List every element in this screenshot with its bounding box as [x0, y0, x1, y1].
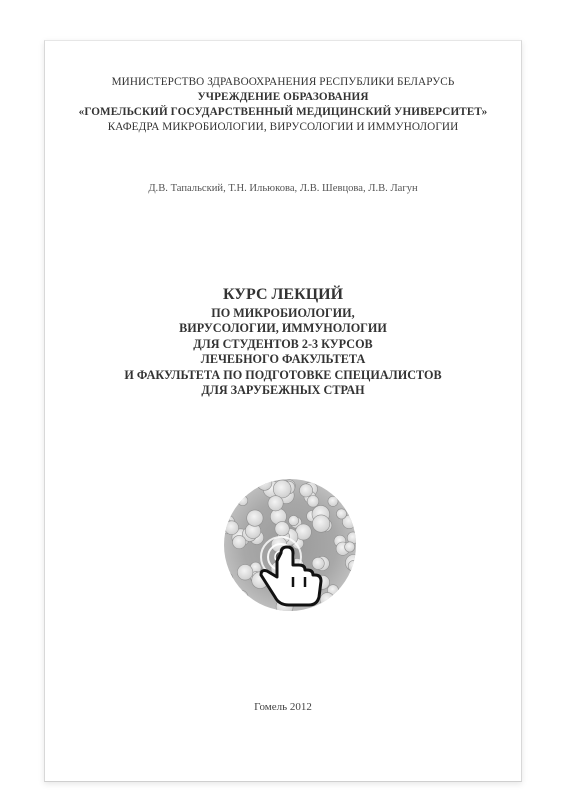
- document-header: [45, 75, 521, 135]
- blood-cell: [237, 565, 253, 581]
- title-block: [45, 285, 521, 398]
- blood-cell: [268, 496, 283, 511]
- blood-cell: [233, 535, 246, 548]
- blood-cell: [223, 594, 241, 612]
- ministry-line: МИНИСТЕРСТВО ЗДРАВООХРАНЕНИЯ РЕСПУБЛИКИ БЕЛАРУСЬ: [111, 76, 455, 88]
- institution-type-line: УЧРЕЖДЕНИЕ ОБРАЗОВАНИЯ: [197, 91, 369, 103]
- blood-cell: [312, 557, 324, 569]
- document-page: [44, 40, 522, 782]
- blood-cell: [320, 593, 334, 607]
- blood-cell: [328, 496, 338, 506]
- blood-cell: [230, 482, 241, 493]
- blood-cell: [307, 496, 319, 508]
- blood-cell: [229, 475, 243, 489]
- blood-cell: [247, 510, 263, 526]
- blood-cell: [228, 588, 243, 603]
- blood-cell: [336, 509, 346, 519]
- university-line: «ГОМЕЛЬСКИЙ ГОСУДАРСТВЕННЫЙ МЕДИЦИНСКИЙ УНИВЕРСИТЕТ»: [78, 106, 488, 118]
- title-line-1: ПО МИКРОБИОЛОГИИ,: [211, 306, 355, 320]
- city-year: Гомель 2012: [254, 701, 312, 713]
- cover-illustration: [215, 473, 365, 623]
- blood-cell: [233, 590, 248, 605]
- blood-cell: [345, 555, 362, 572]
- title-line-6: ДЛЯ ЗАРУБЕЖНЫХ СТРАН: [201, 383, 365, 398]
- blood-cell: [275, 522, 289, 536]
- title-main: КУРС ЛЕКЦИЙ: [222, 286, 344, 303]
- title-line-4: ЛЕЧЕБНОГО ФАКУЛЬТЕТА: [200, 352, 366, 367]
- department-line: КАФЕДРА МИКРОБИОЛОГИИ, ВИРУСОЛОГИИ И ИММУНОЛОГИИ: [107, 121, 459, 133]
- cells-disc-graphic: [215, 473, 365, 623]
- title-line-5: И ФАКУЛЬТЕТА ПО ПОДГОТОВКЕ СПЕЦИАЛИСТОВ: [124, 367, 442, 382]
- title-line-3: ДЛЯ СТУДЕНТОВ 2-3 КУРСОВ: [193, 336, 373, 351]
- blood-cell: [289, 516, 299, 526]
- authors-line: Д.В. Тапальский, Т.Н. Ильюкова, Л.В. Шевцова, Л.В. Лагун: [148, 183, 418, 194]
- blood-cell: [273, 480, 291, 498]
- blood-cell: [348, 560, 359, 571]
- blood-cell: [312, 515, 329, 532]
- blood-cell: [345, 542, 355, 552]
- blood-cell: [238, 496, 248, 506]
- blood-cell: [229, 595, 241, 607]
- blood-cell: [300, 484, 313, 497]
- blood-cell: [219, 572, 233, 586]
- title-line-2: ВИРУСОЛОГИИ, ИММУНОЛОГИИ: [179, 321, 387, 336]
- blood-cell: [343, 593, 360, 610]
- blood-cell: [257, 476, 272, 491]
- blood-cell: [225, 521, 239, 535]
